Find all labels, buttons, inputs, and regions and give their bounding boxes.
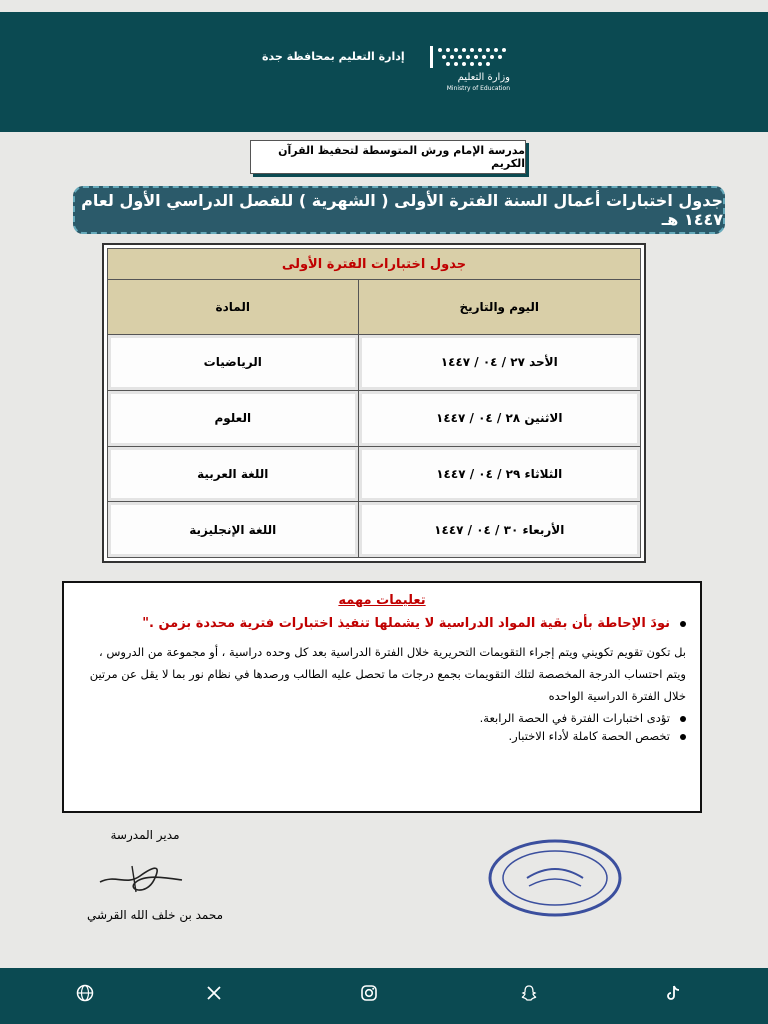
exam-subject: الرياضيات <box>108 335 359 391</box>
header-banner <box>0 12 768 132</box>
exam-date: الأحد ٢٧ / ٠٤ / ١٤٤٧ <box>358 335 640 391</box>
instagram-icon[interactable] <box>358 982 380 1004</box>
exam-subject: اللغة العربية <box>108 446 359 502</box>
principal-title: مدير المدرسة <box>110 828 180 842</box>
instructions-paragraph: بل تكون تقويم تكويني ويتم إجراء التقويمات التحريرية خلال الفترة الدراسية بعد كل وحده دراسية ، أو مجموعة من الدروس ، ويتم احتساب الدرجة المخصصة لتلك التقويمات بجمع درجات ما تحصل عليه الطالب ورصدها في نظام نور بما لا يقل عن مرتين خلال الفترة الدراسية الواحده <box>89 645 686 703</box>
principal-name: محمد بن خلف الله القرشي <box>86 908 224 922</box>
footer-bar <box>0 968 768 1024</box>
column-header-date: اليوم والتاريخ <box>358 280 640 335</box>
department-name: إدارة التعليم بمحافظة جدة <box>262 50 405 63</box>
exam-subject: العلوم <box>108 390 359 446</box>
instructions-bullet: تؤدى اختبارات الفترة في الحصة الرابعة. <box>78 711 686 725</box>
tiktok-icon[interactable] <box>662 982 684 1004</box>
bullet-icon <box>680 734 686 740</box>
page-title: جدول اختبارات أعمال السنة الفترة الأولى ( الشهرية ) للفصل الدراسي الأول لعام ١٤٤٧ هـ <box>73 186 725 234</box>
table-row <box>108 390 641 446</box>
x-icon[interactable] <box>203 982 225 1004</box>
ministry-logo-icon <box>420 42 520 94</box>
column-header-subject: المادة <box>108 280 359 335</box>
table-caption: جدول اختبارات الفترة الأولى <box>108 249 641 280</box>
instructions-main-note: نودَ الإحاطة بأن بقية المواد الدراسية لا يشملها تنفيذ اختبارات فترية محددة بزمن ." <box>78 616 686 631</box>
exam-date: الاثنين ٢٨ / ٠٤ / ١٤٤٧ <box>358 390 640 446</box>
instructions-bullet: تخصص الحصة كاملة لأداء الاختبار. <box>78 729 686 743</box>
exam-date: الثلاثاء ٢٩ / ٠٤ / ١٤٤٧ <box>358 446 640 502</box>
school-name: مدرسة الإمام ورش المتوسطة لتحفيظ القرآن الكريم <box>250 140 526 174</box>
bullet-icon <box>680 716 686 722</box>
exam-schedule-table <box>102 243 646 563</box>
table-row <box>108 335 641 391</box>
bullet-icon <box>680 621 686 627</box>
table-row <box>108 446 641 502</box>
snapchat-icon[interactable] <box>518 982 540 1004</box>
table-row <box>108 502 641 558</box>
instructions-box <box>62 581 702 813</box>
school-stamp-icon <box>487 838 623 918</box>
exam-date: الأربعاء ٣٠ / ٠٤ / ١٤٤٧ <box>358 502 640 558</box>
globe-icon[interactable] <box>74 982 96 1004</box>
signature-icon <box>96 856 186 896</box>
instructions-title: تعليمات مهمه <box>338 593 426 608</box>
ministry-name-ar: وزارة التعليم <box>457 72 510 83</box>
exam-subject: اللغة الإنجليزية <box>108 502 359 558</box>
ministry-name-en: Ministry of Education <box>446 85 510 92</box>
